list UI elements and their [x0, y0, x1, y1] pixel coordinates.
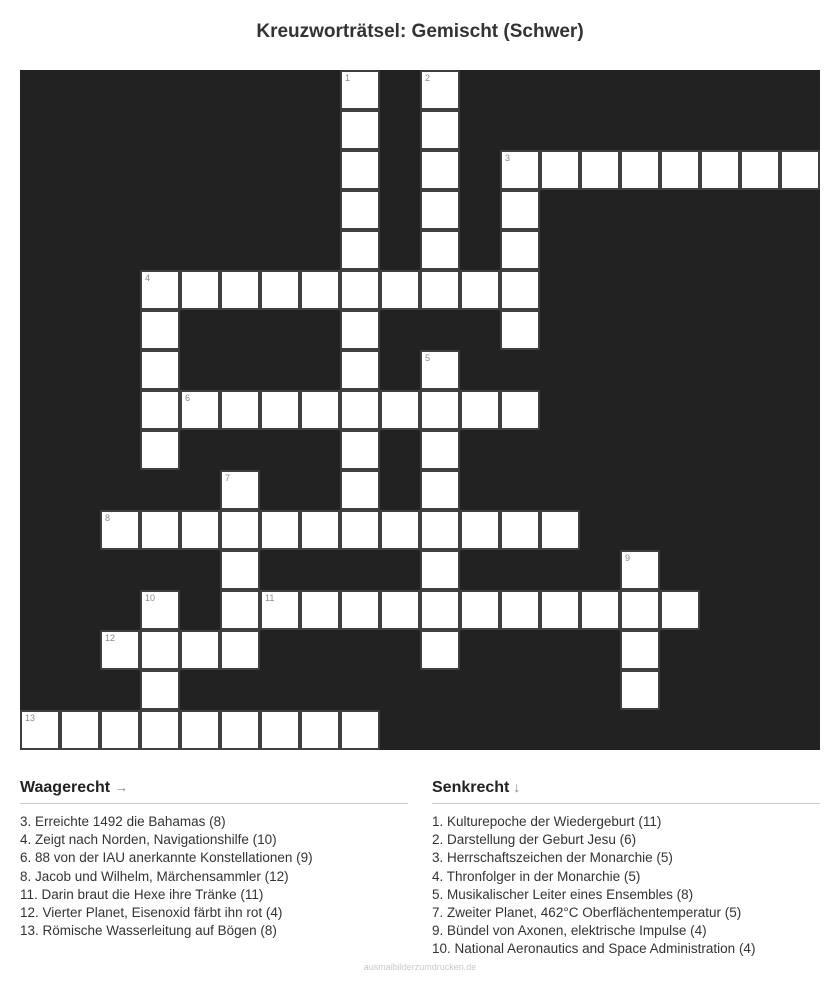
grid-cell[interactable]: [500, 590, 540, 630]
clue-item: 12. Vierter Planet, Eisenoxid färbt ihn rot (4): [20, 905, 283, 921]
grid-cell[interactable]: [340, 70, 380, 110]
cell-number: 6: [185, 393, 191, 403]
grid-cell[interactable]: [340, 710, 380, 750]
grid-cell[interactable]: [460, 510, 500, 550]
grid-cell[interactable]: [340, 150, 380, 190]
grid-cell[interactable]: [700, 150, 740, 190]
cell-number: 8: [105, 513, 111, 523]
grid-cell[interactable]: [500, 510, 540, 550]
right-arrow-icon: →: [114, 779, 129, 795]
across-heading: [20, 779, 408, 804]
clue-item: 3. Herrschaftszeichen der Monarchie (5): [432, 850, 673, 866]
grid-cell[interactable]: [420, 630, 460, 670]
grid-cell[interactable]: [140, 430, 180, 470]
grid-cell[interactable]: [220, 550, 260, 590]
grid-cell[interactable]: [500, 270, 540, 310]
clue-item: 8. Jacob und Wilhelm, Märchensammler (12): [20, 868, 289, 884]
grid-cell[interactable]: [340, 310, 380, 350]
grid-cell[interactable]: [180, 390, 220, 430]
grid-cell[interactable]: [340, 390, 380, 430]
grid-cell[interactable]: [420, 70, 460, 110]
grid-cell[interactable]: [220, 590, 260, 630]
clue-item: 10. National Aeronautics and Space Administration (4): [432, 941, 756, 957]
grid-cell[interactable]: [500, 190, 540, 230]
grid-cell[interactable]: [540, 590, 580, 630]
clue-item: 7. Zweiter Planet, 462°C Oberflächentemperatur (5): [432, 905, 742, 921]
grid-cell[interactable]: [420, 550, 460, 590]
across-clues-column: [20, 779, 408, 959]
down-arrow-icon: ↓: [513, 779, 521, 795]
grid-cell[interactable]: [100, 710, 140, 750]
grid-cell[interactable]: [220, 390, 260, 430]
grid-cell[interactable]: [580, 590, 620, 630]
clue-item: 6. 88 von der IAU anerkannte Konstellationen (9): [20, 850, 313, 866]
grid-cell[interactable]: [340, 350, 380, 390]
grid-cell[interactable]: [540, 150, 580, 190]
grid-cell[interactable]: [420, 110, 460, 150]
clue-item: 11. Darin braut die Hexe ihre Tränke (11): [20, 886, 264, 902]
cell-number: 11: [265, 593, 275, 603]
down-clues-column: [432, 779, 820, 959]
down-clue-list: [432, 813, 820, 959]
grid-cell[interactable]: [420, 510, 460, 550]
grid-cell[interactable]: [260, 590, 300, 630]
grid-cell[interactable]: [300, 510, 340, 550]
grid-cell[interactable]: [220, 510, 260, 550]
grid-cell[interactable]: [100, 630, 140, 670]
grid-cell[interactable]: [460, 590, 500, 630]
grid-cell[interactable]: [260, 390, 300, 430]
grid-cell[interactable]: [100, 510, 140, 550]
grid-cell[interactable]: [620, 150, 660, 190]
grid-cell[interactable]: [300, 270, 340, 310]
grid-cell[interactable]: [180, 270, 220, 310]
grid-cell[interactable]: [140, 310, 180, 350]
grid-cell[interactable]: [620, 590, 660, 630]
grid-cell[interactable]: [220, 630, 260, 670]
crossword-grid: [20, 70, 820, 750]
cell-number: 12: [105, 633, 116, 643]
across-clue-list: [20, 813, 408, 940]
grid-cell[interactable]: [380, 510, 420, 550]
grid-cell[interactable]: [420, 430, 460, 470]
cell-number: 13: [25, 713, 36, 723]
grid-cell[interactable]: [420, 230, 460, 270]
grid-cell[interactable]: [340, 470, 380, 510]
grid-cell[interactable]: [140, 670, 180, 710]
grid-cell[interactable]: [620, 550, 660, 590]
grid-cell[interactable]: [140, 710, 180, 750]
grid-cell[interactable]: [140, 390, 180, 430]
grid-cell[interactable]: [140, 510, 180, 550]
grid-cell[interactable]: [380, 590, 420, 630]
grid-cell[interactable]: [380, 270, 420, 310]
grid-cell[interactable]: [380, 390, 420, 430]
grid-cell[interactable]: [500, 310, 540, 350]
grid-cell[interactable]: [220, 270, 260, 310]
grid-cell[interactable]: [340, 270, 380, 310]
clue-item: 13. Römische Wasserleitung auf Bögen (8): [20, 923, 277, 939]
grid-cell[interactable]: [580, 150, 620, 190]
grid-cell[interactable]: [340, 230, 380, 270]
grid-cell[interactable]: [420, 590, 460, 630]
grid-cell[interactable]: [180, 710, 220, 750]
grid-cell[interactable]: [420, 390, 460, 430]
cell-number: 5: [425, 353, 431, 363]
cell-number: 2: [425, 73, 431, 83]
cell-number: 7: [225, 473, 231, 483]
grid-cell[interactable]: [140, 590, 180, 630]
grid-cell[interactable]: [300, 710, 340, 750]
grid-cell[interactable]: [500, 230, 540, 270]
cell-number: 3: [505, 153, 511, 163]
grid-cell[interactable]: [340, 190, 380, 230]
grid-cell[interactable]: [500, 150, 540, 190]
grid-cell[interactable]: [180, 510, 220, 550]
clues-section: [20, 779, 820, 959]
grid-cell[interactable]: [140, 350, 180, 390]
grid-cell[interactable]: [180, 630, 220, 670]
grid-cell[interactable]: [340, 110, 380, 150]
grid-cell[interactable]: [540, 510, 580, 550]
down-heading-label: Senkrecht: [432, 779, 510, 796]
grid-cell[interactable]: [220, 710, 260, 750]
grid-cell[interactable]: [140, 630, 180, 670]
cell-number: 9: [625, 553, 631, 563]
grid-cell[interactable]: [60, 710, 100, 750]
grid-cell[interactable]: [780, 150, 820, 190]
grid-cell[interactable]: [260, 710, 300, 750]
grid-cell[interactable]: [420, 470, 460, 510]
grid-cell[interactable]: [460, 390, 500, 430]
grid-cell[interactable]: [260, 510, 300, 550]
page-title: Kreuzworträtsel: Gemischt (Schwer): [256, 21, 584, 42]
grid-cell[interactable]: [300, 390, 340, 430]
cell-number: 1: [345, 73, 351, 83]
site-credit: ausmalbilderzumdrucken.de: [363, 962, 477, 972]
grid-cell[interactable]: [660, 150, 700, 190]
clue-item: 3. Erreichte 1492 die Bahamas (8): [20, 814, 226, 829]
down-heading: [432, 779, 820, 804]
grid-cell[interactable]: [140, 270, 180, 310]
grid-cell[interactable]: [460, 270, 500, 310]
clue-item: 4. Zeigt nach Norden, Navigationshilfe (10): [20, 832, 277, 848]
across-heading-label: Waagerecht: [20, 779, 111, 796]
clue-item: 5. Musikalischer Leiter eines Ensembles (8): [432, 886, 694, 902]
clue-item: 2. Darstellung der Geburt Jesu (6): [432, 832, 637, 848]
grid-cell[interactable]: [500, 390, 540, 430]
clue-item: 9. Bündel von Axonen, elektrische Impulse (4): [432, 923, 707, 939]
grid-cell[interactable]: [620, 630, 660, 670]
grid-cell[interactable]: [620, 670, 660, 710]
grid-cell[interactable]: [260, 270, 300, 310]
grid-cell[interactable]: [740, 150, 780, 190]
grid-cell[interactable]: [20, 710, 60, 750]
clue-item: 1. Kulturepoche der Wiedergeburt (11): [432, 814, 662, 829]
grid-cell[interactable]: [220, 470, 260, 510]
grid-cell[interactable]: [420, 270, 460, 310]
cell-number: 4: [145, 273, 151, 283]
grid-cell[interactable]: [420, 150, 460, 190]
grid-cell[interactable]: [420, 190, 460, 230]
cell-number: 10: [145, 593, 156, 603]
grid-cell[interactable]: [340, 590, 380, 630]
grid-cell[interactable]: [340, 510, 380, 550]
grid-cell[interactable]: [340, 430, 380, 470]
grid-cell[interactable]: [660, 590, 700, 630]
grid-cell[interactable]: [300, 590, 340, 630]
clue-item: 4. Thronfolger in der Monarchie (5): [432, 868, 641, 884]
grid-cell[interactable]: [420, 350, 460, 390]
